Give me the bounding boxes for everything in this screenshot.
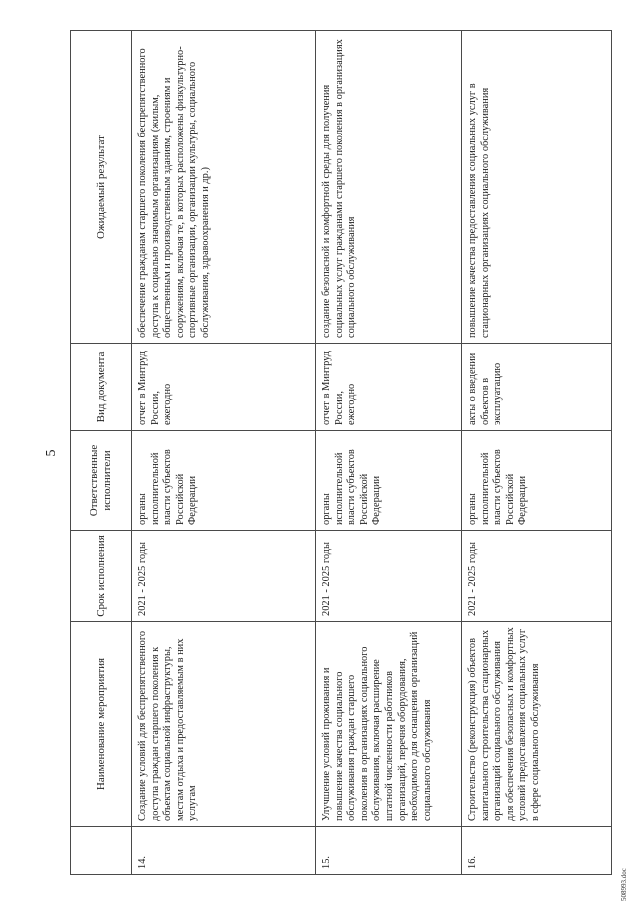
row-name: Строительство (реконструкция) объектов капитального строительства стационарных организаций социального обслуживания для обеспечения безопасных и комфортных условий предоставления социальных услуг в сфере социального обслуживания <box>462 622 612 827</box>
row-number: 15. <box>316 827 462 875</box>
row-document: отчет в Минтруд России, ежегодно <box>132 344 316 431</box>
page-number: 5 <box>44 449 59 457</box>
row-number: 14. <box>132 827 316 875</box>
row-document: акты о введении объектов в эксплуатацию <box>462 344 612 431</box>
measures-table <box>70 30 612 875</box>
header-name: Наименование мероприятия <box>71 622 132 827</box>
table-header-row <box>71 31 132 875</box>
row-executors: органы исполнительной власти субъектов Российской Федерации <box>132 431 316 531</box>
row-result: обеспечение гражданам старшего поколения беспрепятственного доступа к социально значимым организациям (жилым, общественным и производственным зданиям, строениям и сооружениям, включая те, в которых расположены физкультурно-спортивные организации, организации культуры, социального обслуживания, здравоохранения и др.) <box>132 31 316 344</box>
table-row <box>316 31 462 875</box>
row-name: Создание условий для беспрепятственного доступа граждан старшего поколения к объектам социальной инфраструктуры, местам отдыха и предоставляемым в них услугам <box>132 622 316 827</box>
row-executors: органы исполнительной власти субъектов Российской Федерации <box>462 431 612 531</box>
table-row <box>462 31 612 875</box>
row-result: повышение качества предоставления социальных услуг в стационарных организациях социального обслуживания <box>462 31 612 344</box>
document-id: 508993.doc <box>620 868 628 901</box>
table-row <box>132 31 316 875</box>
row-number: 16. <box>462 827 612 875</box>
header-number <box>71 827 132 875</box>
header-result: Ожидаемый результат <box>71 31 132 344</box>
row-term: 2021 - 2025 годы <box>316 531 462 622</box>
row-document: отчет в Минтруд России, ежегодно <box>316 344 462 431</box>
row-term: 2021 - 2025 годы <box>462 531 612 622</box>
row-executors: органы исполнительной власти субъектов Российской Федерации <box>316 431 462 531</box>
header-document: Вид документа <box>71 344 132 431</box>
row-term: 2021 - 2025 годы <box>132 531 316 622</box>
header-term: Срок исполнения <box>71 531 132 622</box>
row-result: создание безопасной и комфортной среды для получения социальных услуг гражданами старшего поколения в организациях социального обслуживания <box>316 31 462 344</box>
header-executors: Ответственные исполнители <box>71 431 132 531</box>
row-name: Улучшение условий проживания и повышение качества социального обслуживания граждан старшего поколения в организациях социального обслуживания, включая расширение штатной численности работников организаций, перечня оборудования, необходимого для оснащения организаций социального обслуживания <box>316 622 462 827</box>
